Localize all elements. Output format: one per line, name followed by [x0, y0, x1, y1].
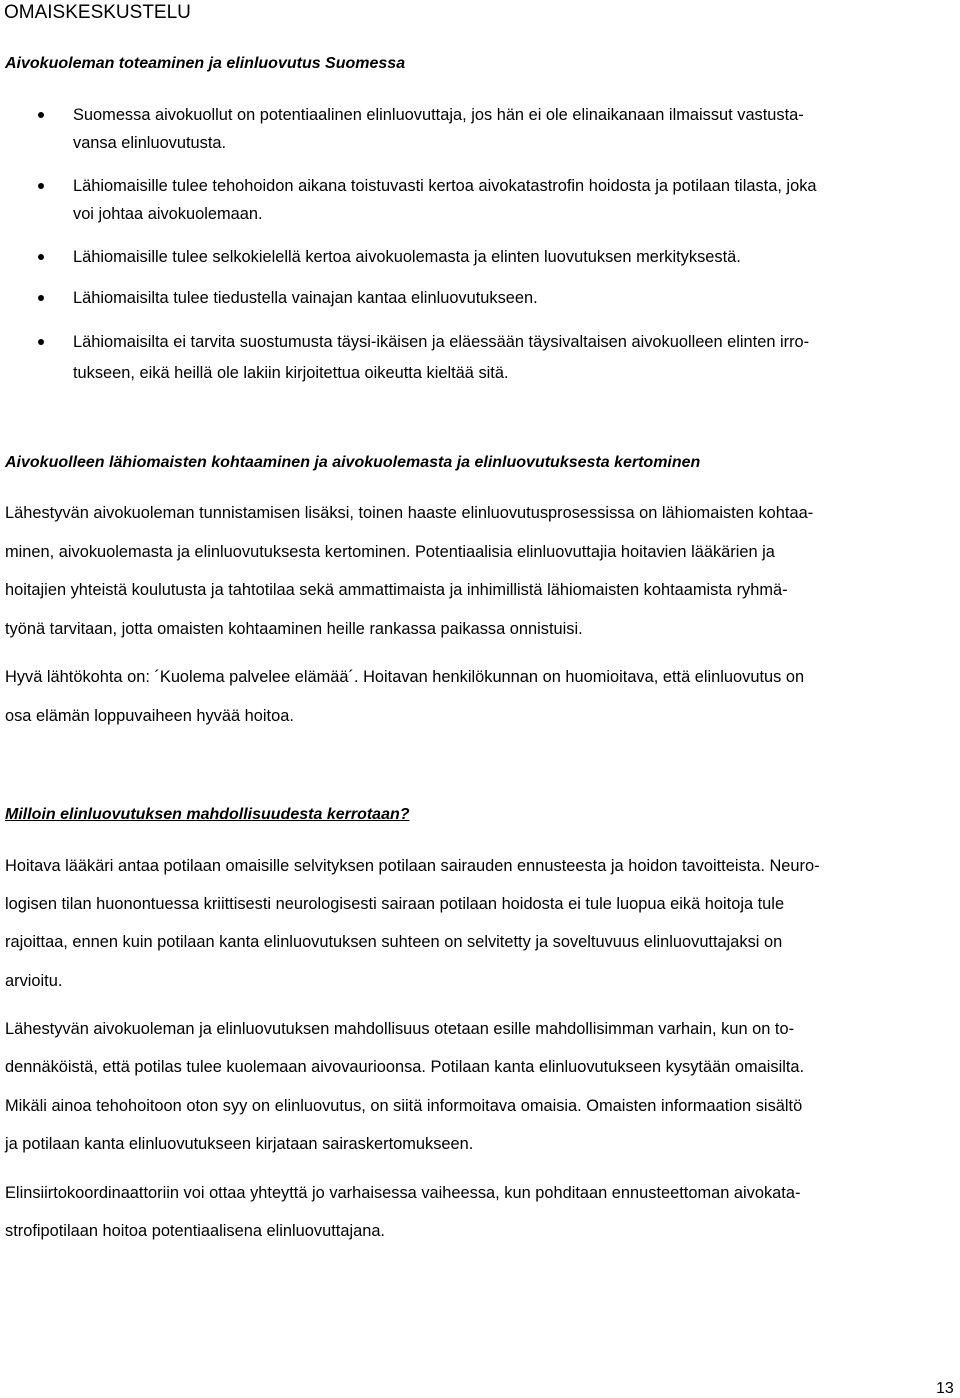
- bullet-icon: [38, 339, 44, 345]
- paragraph-line: minen, aivokuolemasta ja elinluovutuksesta kertominen. Potentiaalisia elinluovuttajia hoitavien lääkärien ja: [5, 543, 775, 561]
- paragraph-line: strofipotilaan hoitoa potentiaalisena elinluovuttajana.: [5, 1222, 385, 1240]
- page-number: 13: [936, 1380, 954, 1397]
- paragraph-line: osa elämän loppuvaiheen hyvää hoitoa.: [5, 707, 294, 725]
- bullet-icon: [38, 254, 44, 260]
- list-item: Lähiomaisilta tulee tiedustella vainajan kantaa elinluovutukseen.: [73, 289, 538, 307]
- page-title: OMAISKESKUSTELU: [4, 2, 191, 23]
- paragraph-line: logisen tilan huonontuessa kriittisesti neurologisesti sairaan potilaan hoidosta ei tule luopua eikä hoitoja tule: [5, 895, 785, 913]
- paragraph-line: arvioitu.: [5, 972, 63, 990]
- list-item: Lähiomaisille tulee selkokielellä kertoa aivokuolemasta ja elinten luovutuksen merkityksestä.: [73, 248, 741, 266]
- section-heading-brain-death: Aivokuoleman toteaminen ja elinluovutus Suomessa: [5, 55, 406, 72]
- paragraph-line: Lähestyvän aivokuoleman ja elinluovutuksen mahdollisuus otetaan esille mahdollisimman varhain, kun on to-: [5, 1020, 795, 1038]
- list-item: Lähiomaisilta ei tarvita suostumusta täysi-ikäisen ja eläessään täysivaltaisen aivokuolleen elinten irro-: [73, 333, 810, 351]
- paragraph-line: Hyvä lähtökohta on: ´Kuolema palvelee elämää´. Hoitavan henkilökunnan on huomioitava, että elinluovutus on: [5, 668, 805, 686]
- bullet-icon: [38, 183, 44, 189]
- paragraph-line: hoitajien yhteistä koulutusta ja tahtotilaa sekä ammattimaista ja inhimillistä lähiomaisten kohtaamista ryhmä-: [5, 581, 788, 599]
- paragraph-line: työnä tarvitaan, jotta omaisten kohtaaminen heille rankassa paikassa onnistuisi.: [5, 620, 583, 638]
- bullet-icon: [38, 112, 44, 118]
- paragraph-line: ja potilaan kanta elinluovutukseen kirjataan sairaskertomukseen.: [5, 1135, 474, 1153]
- paragraph-line: Hoitava lääkäri antaa potilaan omaisille selvityksen potilaan sairauden ennusteesta ja hoidon tavoitteista. Neuro-: [5, 857, 820, 875]
- section-heading-when-to-tell: Milloin elinluovutuksen mahdollisuudesta kerrotaan?: [5, 806, 410, 823]
- list-item-continuation: voi johtaa aivokuolemaan.: [73, 205, 263, 223]
- list-item: Lähiomaisille tulee tehohoidon aikana toistuvasti kertoa aivokatastrofin hoidosta ja potilaan tilasta, joka: [73, 177, 817, 195]
- paragraph-line: rajoittaa, ennen kuin potilaan kanta elinluovutuksen suhteen on selvitetty ja soveltuvuus elinluovuttajaksi on: [5, 933, 783, 951]
- paragraph-line: dennäköistä, että potilas tulee kuolemaan aivovaurioonsa. Potilaan kanta elinluovutukseen kysytään omaisilta.: [5, 1058, 805, 1076]
- paragraph-line: Lähestyvän aivokuoleman tunnistamisen lisäksi, toinen haaste elinluovutusprosessissa on lähiomaisten kohtaa-: [5, 504, 814, 522]
- list-item-continuation: tukseen, eikä heillä ole lakiin kirjoitettua oikeutta kieltää sitä.: [73, 364, 509, 382]
- list-item-continuation: vansa elinluovutusta.: [73, 134, 227, 152]
- bullet-icon: [38, 295, 44, 301]
- section-heading-meeting-relatives: Aivokuolleen lähiomaisten kohtaaminen ja aivokuolemasta ja elinluovutuksesta kertominen: [5, 454, 701, 471]
- list-item: Suomessa aivokuollut on potentiaalinen elinluovuttaja, jos hän ei ole elinaikanaan ilmaissut vastusta-: [73, 106, 804, 124]
- paragraph-line: Elinsiirtokoordinaattoriin voi ottaa yhteyttä jo varhaisessa vaiheessa, kun pohditaan ennusteettoman aivokata-: [5, 1184, 801, 1202]
- paragraph-line: Mikäli ainoa tehohoitoon oton syy on elinluovutus, on siitä informoitava omaisia. Omaisten informaation sisältö: [5, 1097, 803, 1115]
